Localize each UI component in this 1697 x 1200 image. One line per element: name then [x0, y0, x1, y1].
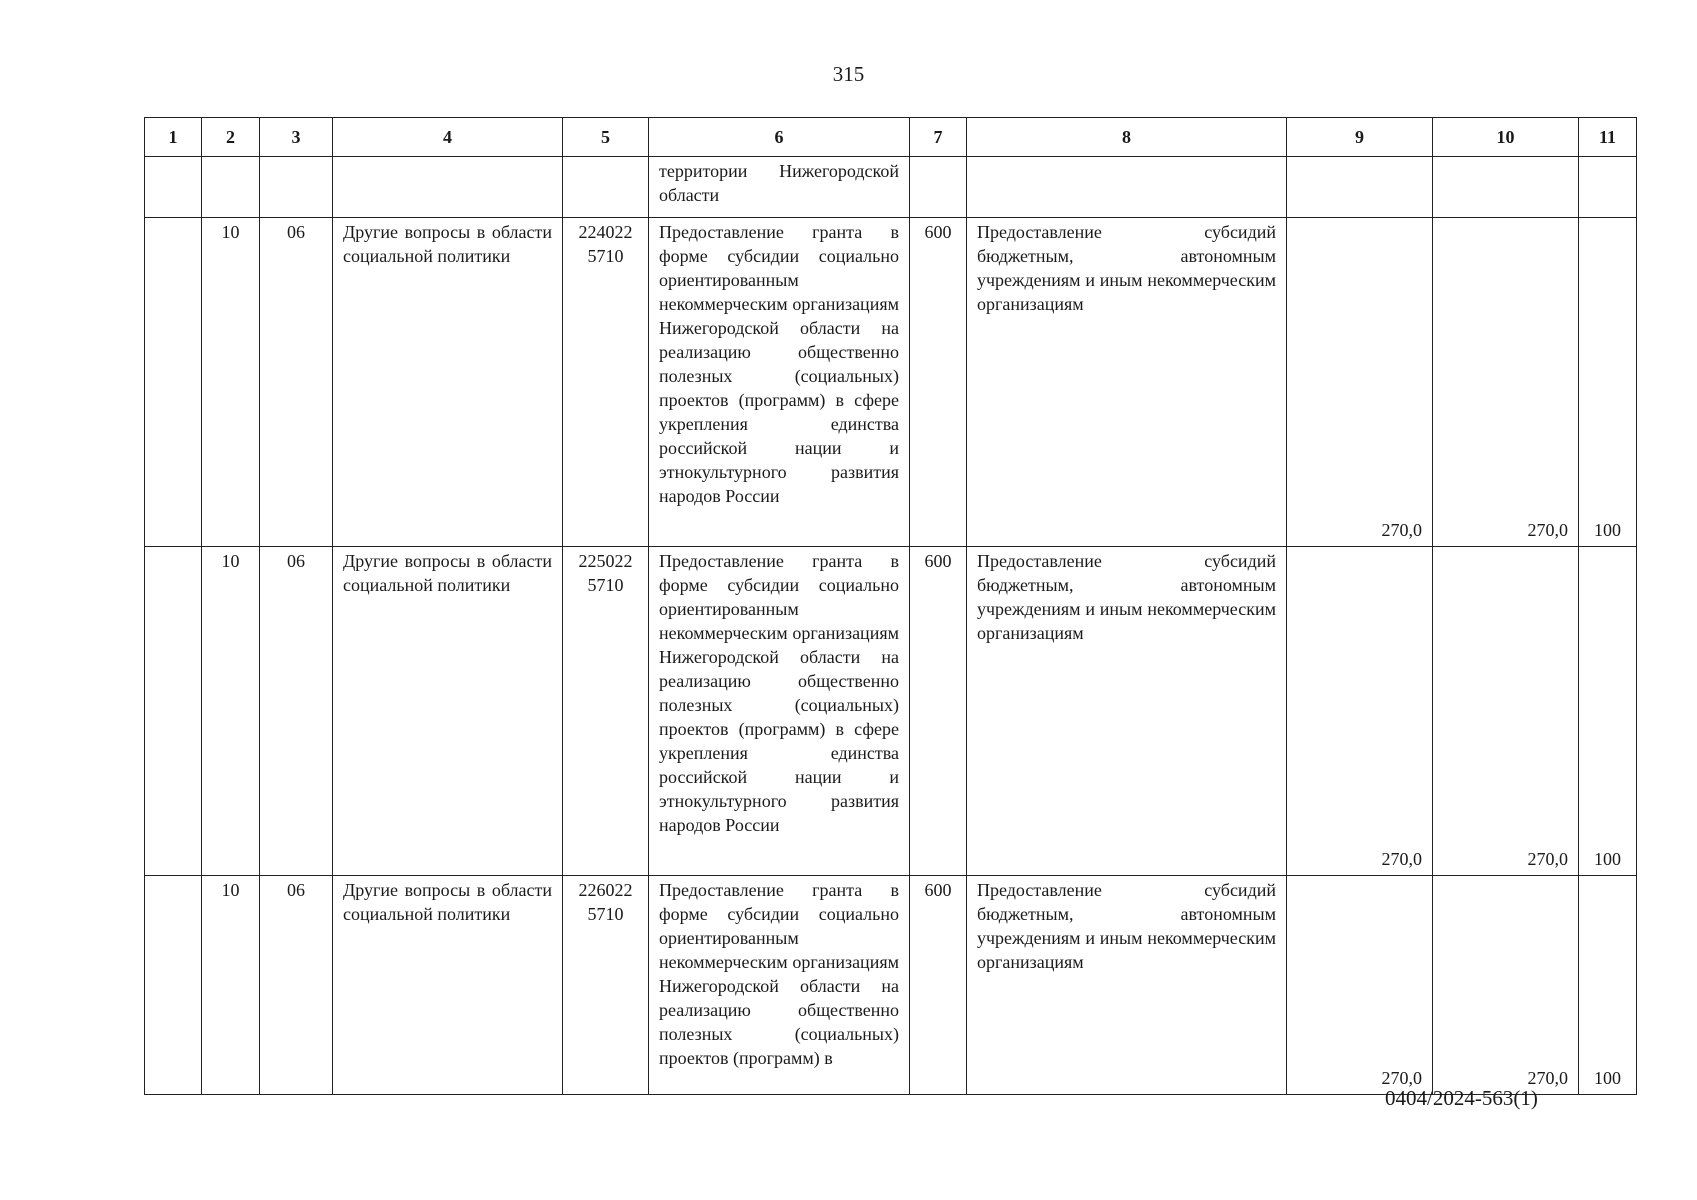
table-row [145, 876, 1637, 1095]
cell-empty [910, 157, 967, 218]
cell-col1 [145, 218, 202, 547]
cell-expense-type-name: Предоставление субсидий бюджетным, автономным учреждениям и иным некоммерческим организациям [967, 218, 1287, 547]
cell-empty [563, 157, 649, 218]
column-header: 7 [910, 118, 967, 157]
cell-empty [145, 157, 202, 218]
cell-description: Предоставление гранта в форме субсидии социально ориентированным некоммерческим организациям Нижегородской области на реализацию общественно полезных (социальных) проектов (программ) в [649, 876, 910, 1095]
cell-amount-actual: 270,0 [1433, 218, 1579, 547]
cell-empty [1433, 157, 1579, 218]
cell-expense-type-code: 600 [910, 547, 967, 876]
cell-amount-plan: 270,0 [1287, 547, 1433, 876]
cell-expense-type-code: 600 [910, 218, 967, 547]
cell-amount-actual: 270,0 [1433, 547, 1579, 876]
cell-subsection: 06 [260, 876, 333, 1095]
code-part-1: 224022 [578, 222, 633, 242]
column-header: 8 [967, 118, 1287, 157]
cell-expense-type-name: Предоставление субсидий бюджетным, автономным учреждениям и иным некоммерческим организациям [967, 876, 1287, 1095]
cell-amount-actual: 270,0 [1433, 876, 1579, 1095]
cell-subsection-name: Другие вопросы в области социальной политики [333, 876, 563, 1095]
column-header: 6 [649, 118, 910, 157]
cell-description: Предоставление гранта в форме субсидии социально ориентированным некоммерческим организациям Нижегородской области на реализацию общественно полезных (социальных) проектов (программ) в сфере укрепления единства российской нации и этнокультурного развития народов России [649, 218, 910, 547]
cell-amount-plan: 270,0 [1287, 218, 1433, 547]
column-header: 4 [333, 118, 563, 157]
code-part-1: 226022 [578, 880, 633, 900]
cell-description: Предоставление гранта в форме субсидии социально ориентированным некоммерческим организациям Нижегородской области на реализацию общественно полезных (социальных) проектов (программ) в сфере укрепления единства российской нации и этнокультурного развития народов России [649, 547, 910, 876]
cell-subsection: 06 [260, 218, 333, 547]
column-header: 10 [1433, 118, 1579, 157]
column-header: 2 [202, 118, 260, 157]
cell-subsection: 06 [260, 547, 333, 876]
code-part-2: 5710 [587, 904, 624, 924]
cell-section: 10 [202, 876, 260, 1095]
cell-percent: 100 [1579, 876, 1637, 1095]
cell-target-code [563, 876, 649, 1095]
cell-col1 [145, 876, 202, 1095]
continuation-row [145, 157, 1637, 218]
budget-table [144, 117, 1637, 1095]
column-header: 5 [563, 118, 649, 157]
cell-section: 10 [202, 547, 260, 876]
table-row [145, 218, 1637, 547]
cell-empty [1287, 157, 1433, 218]
column-header: 11 [1579, 118, 1637, 157]
code-part-2: 5710 [587, 575, 624, 595]
page-number: 315 [832, 62, 865, 86]
cell-expense-type-code: 600 [910, 876, 967, 1095]
header-row [145, 118, 1637, 157]
column-header: 1 [145, 118, 202, 157]
document-registration-code: 0404/2024-563(1) [1385, 1086, 1538, 1110]
cell-percent: 100 [1579, 218, 1637, 547]
cell-expense-type-name: Предоставление субсидий бюджетным, автономным учреждениям и иным некоммерческим организациям [967, 547, 1287, 876]
column-header: 3 [260, 118, 333, 157]
cell-empty [202, 157, 260, 218]
cell-percent: 100 [1579, 547, 1637, 876]
cell-empty [967, 157, 1287, 218]
cell-description: территории Нижегородской области [649, 157, 910, 218]
cell-empty [333, 157, 563, 218]
code-part-1: 225022 [578, 551, 633, 571]
cell-col1 [145, 547, 202, 876]
cell-section: 10 [202, 218, 260, 547]
cell-target-code [563, 547, 649, 876]
table-row [145, 547, 1637, 876]
cell-empty [260, 157, 333, 218]
cell-target-code [563, 218, 649, 547]
column-header: 9 [1287, 118, 1433, 157]
cell-subsection-name: Другие вопросы в области социальной политики [333, 547, 563, 876]
code-part-2: 5710 [587, 246, 624, 266]
cell-empty [1579, 157, 1637, 218]
cell-amount-plan: 270,0 [1287, 876, 1433, 1095]
cell-subsection-name: Другие вопросы в области социальной политики [333, 218, 563, 547]
